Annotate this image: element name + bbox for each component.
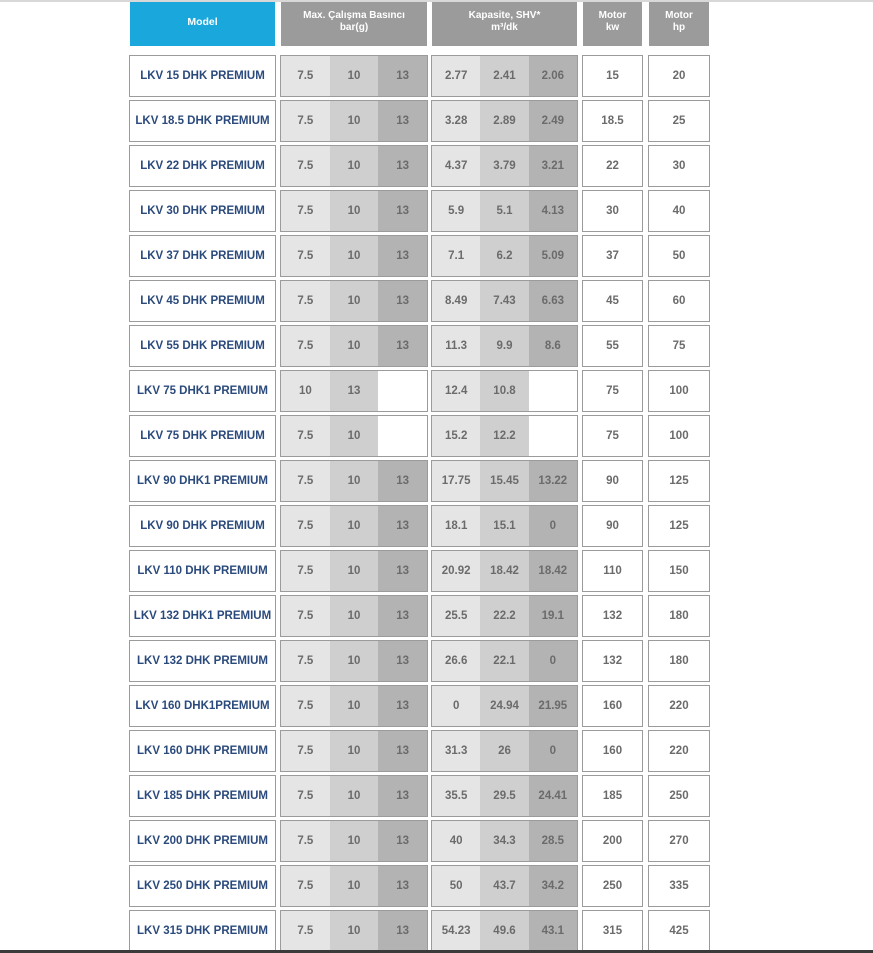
pressure-cell: 7.5 (281, 776, 330, 816)
table-row (0, 685, 873, 727)
capacity-cell: 18.42 (529, 551, 577, 591)
motor-kw-cell: 45 (582, 280, 643, 322)
pressure-group (280, 460, 428, 502)
capacity-cell: 5.09 (529, 236, 577, 276)
pressure-cell: 13 (378, 326, 427, 366)
motor-hp-cell: 50 (648, 235, 710, 277)
model-name-cell: LKV 90 DHK1 PREMIUM (129, 460, 276, 502)
pressure-group (280, 820, 428, 862)
table-row (0, 325, 873, 367)
capacity-group (431, 820, 578, 862)
capacity-cell: 2.89 (480, 101, 528, 141)
pressure-cell: 7.5 (281, 236, 330, 276)
capacity-cell: 7.1 (432, 236, 480, 276)
motor-hp-cell: 150 (648, 550, 710, 592)
capacity-cell: 22.1 (480, 641, 528, 681)
capacity-cell: 20.92 (432, 551, 480, 591)
capacity-group (431, 190, 578, 232)
pressure-cell: 10 (330, 146, 379, 186)
pressure-cell: 10 (330, 596, 379, 636)
capacity-cell: 8.49 (432, 281, 480, 321)
capacity-cell: 25.5 (432, 596, 480, 636)
motor-hp-cell: 100 (648, 370, 710, 412)
capacity-group (431, 280, 578, 322)
capacity-cell: 54.23 (432, 911, 480, 951)
pressure-cell: 7.5 (281, 281, 330, 321)
table-row (0, 190, 873, 232)
motor-kw-cell: 132 (582, 640, 643, 682)
model-name-cell: LKV 37 DHK PREMIUM (129, 235, 276, 277)
motor-hp-cell: 425 (648, 910, 710, 952)
capacity-cell: 34.2 (529, 866, 577, 906)
pressure-cell: 13 (378, 101, 427, 141)
motor-kw-cell: 75 (582, 415, 643, 457)
pressure-cell: 10 (330, 866, 379, 906)
pressure-cell: 10 (330, 506, 379, 546)
header-capacity-line2: m³/dk (491, 22, 518, 33)
pressure-group (280, 55, 428, 97)
capacity-cell (529, 416, 577, 456)
pressure-cell: 7.5 (281, 506, 330, 546)
motor-hp-cell: 100 (648, 415, 710, 457)
pressure-cell: 13 (378, 461, 427, 501)
pressure-cell: 13 (378, 281, 427, 321)
capacity-group (431, 100, 578, 142)
pressure-cell: 13 (378, 236, 427, 276)
capacity-group (431, 865, 578, 907)
capacity-cell: 3.28 (432, 101, 480, 141)
pressure-group (280, 145, 428, 187)
pressure-cell: 7.5 (281, 641, 330, 681)
motor-hp-cell: 220 (648, 685, 710, 727)
capacity-cell: 4.13 (529, 191, 577, 231)
capacity-cell: 26.6 (432, 641, 480, 681)
header-hp-line1: Motor (665, 10, 693, 21)
capacity-cell: 11.3 (432, 326, 480, 366)
pressure-group (280, 775, 428, 817)
pressure-group (280, 550, 428, 592)
pressure-cell: 10 (330, 821, 379, 861)
motor-kw-cell: 185 (582, 775, 643, 817)
pressure-cell: 10 (330, 56, 379, 96)
capacity-cell: 26 (480, 731, 528, 771)
header-model-label: Model (187, 16, 218, 28)
pressure-group (280, 415, 428, 457)
capacity-cell: 15.45 (480, 461, 528, 501)
pressure-cell: 10 (330, 416, 379, 456)
model-name-cell: LKV 200 DHK PREMIUM (129, 820, 276, 862)
motor-kw-cell: 15 (582, 55, 643, 97)
capacity-cell: 7.43 (480, 281, 528, 321)
capacity-cell: 3.21 (529, 146, 577, 186)
capacity-group (431, 910, 578, 952)
capacity-group (431, 460, 578, 502)
capacity-cell: 2.49 (529, 101, 577, 141)
motor-hp-cell: 125 (648, 460, 710, 502)
motor-hp-cell: 25 (648, 100, 710, 142)
model-name-cell: LKV 75 DHK1 PREMIUM (129, 370, 276, 412)
pressure-cell: 7.5 (281, 416, 330, 456)
motor-kw-cell: 22 (582, 145, 643, 187)
pressure-cell: 13 (378, 641, 427, 681)
capacity-cell (529, 371, 577, 411)
capacity-cell: 9.9 (480, 326, 528, 366)
capacity-group (431, 415, 578, 457)
motor-kw-cell: 18.5 (582, 100, 643, 142)
motor-kw-cell: 90 (582, 460, 643, 502)
header-capacity-line1: Kapasite, SHV* (468, 10, 541, 21)
table-row (0, 640, 873, 682)
pressure-group (280, 325, 428, 367)
capacity-cell: 49.6 (480, 911, 528, 951)
header-model (130, 2, 275, 46)
pressure-group (280, 100, 428, 142)
pressure-cell: 7.5 (281, 731, 330, 771)
pressure-cell: 13 (378, 731, 427, 771)
pressure-cell: 10 (330, 281, 379, 321)
pressure-cell: 13 (378, 911, 427, 951)
model-name-cell: LKV 185 DHK PREMIUM (129, 775, 276, 817)
pressure-cell: 13 (378, 506, 427, 546)
header-kw-line2: kw (605, 22, 620, 33)
pressure-cell: 10 (330, 551, 379, 591)
motor-kw-cell: 75 (582, 370, 643, 412)
motor-kw-cell: 132 (582, 595, 643, 637)
table-row (0, 370, 873, 412)
pressure-cell: 13 (378, 776, 427, 816)
capacity-cell: 21.95 (529, 686, 577, 726)
capacity-cell: 0 (529, 731, 577, 771)
pressure-cell: 10 (330, 731, 379, 771)
model-name-cell: LKV 250 DHK PREMIUM (129, 865, 276, 907)
header-motor-hp (649, 2, 709, 46)
capacity-cell: 22.2 (480, 596, 528, 636)
pressure-cell: 7.5 (281, 551, 330, 591)
pressure-group (280, 190, 428, 232)
capacity-cell: 5.9 (432, 191, 480, 231)
header-pressure (281, 2, 427, 46)
capacity-cell: 15.2 (432, 416, 480, 456)
model-name-cell: LKV 160 DHK1PREMIUM (129, 685, 276, 727)
pressure-group (280, 730, 428, 772)
model-name-cell: LKV 75 DHK PREMIUM (129, 415, 276, 457)
capacity-cell: 24.41 (529, 776, 577, 816)
model-name-cell: LKV 110 DHK PREMIUM (129, 550, 276, 592)
model-name-cell: LKV 18.5 DHK PREMIUM (129, 100, 276, 142)
capacity-cell: 0 (529, 506, 577, 546)
pressure-cell: 13 (378, 191, 427, 231)
capacity-cell: 15.1 (480, 506, 528, 546)
header-capacity (432, 2, 577, 46)
capacity-cell: 29.5 (480, 776, 528, 816)
motor-hp-cell: 40 (648, 190, 710, 232)
capacity-cell: 18.1 (432, 506, 480, 546)
capacity-cell: 18.42 (480, 551, 528, 591)
capacity-group (431, 145, 578, 187)
capacity-cell: 43.7 (480, 866, 528, 906)
pressure-cell: 13 (330, 371, 379, 411)
header-kw-line1: Motor (598, 10, 627, 21)
table-row (0, 550, 873, 592)
capacity-cell: 2.77 (432, 56, 480, 96)
capacity-cell: 4.37 (432, 146, 480, 186)
capacity-cell: 12.2 (480, 416, 528, 456)
pressure-cell: 10 (330, 461, 379, 501)
pressure-cell: 13 (378, 821, 427, 861)
motor-kw-cell: 30 (582, 190, 643, 232)
capacity-cell: 50 (432, 866, 480, 906)
header-hp-line2: hp (672, 22, 686, 33)
pressure-group (280, 685, 428, 727)
pressure-cell: 13 (378, 551, 427, 591)
pressure-cell: 7.5 (281, 326, 330, 366)
pressure-cell: 7.5 (281, 461, 330, 501)
pressure-cell: 10 (330, 191, 379, 231)
motor-hp-cell: 75 (648, 325, 710, 367)
pressure-group (280, 865, 428, 907)
pressure-group (280, 235, 428, 277)
motor-kw-cell: 37 (582, 235, 643, 277)
pressure-cell: 13 (378, 56, 427, 96)
pressure-cell: 10 (330, 236, 379, 276)
motor-kw-cell: 200 (582, 820, 643, 862)
pressure-cell: 10 (330, 776, 379, 816)
capacity-cell: 8.6 (529, 326, 577, 366)
motor-kw-cell: 90 (582, 505, 643, 547)
model-name-cell: LKV 22 DHK PREMIUM (129, 145, 276, 187)
model-name-cell: LKV 55 DHK PREMIUM (129, 325, 276, 367)
capacity-group (431, 505, 578, 547)
capacity-cell: 31.3 (432, 731, 480, 771)
pressure-cell: 7.5 (281, 191, 330, 231)
motor-hp-cell: 250 (648, 775, 710, 817)
capacity-cell: 0 (432, 686, 480, 726)
motor-hp-cell: 180 (648, 595, 710, 637)
capacity-group (431, 775, 578, 817)
pressure-group (280, 595, 428, 637)
capacity-group (431, 325, 578, 367)
capacity-group (431, 685, 578, 727)
table-row (0, 100, 873, 142)
motor-hp-cell: 30 (648, 145, 710, 187)
table-row (0, 910, 873, 952)
pressure-cell: 7.5 (281, 911, 330, 951)
table-row (0, 820, 873, 862)
pressure-cell: 10 (281, 371, 330, 411)
model-name-cell: LKV 30 DHK PREMIUM (129, 190, 276, 232)
motor-hp-cell: 220 (648, 730, 710, 772)
capacity-group (431, 55, 578, 97)
capacity-group (431, 235, 578, 277)
capacity-cell: 0 (529, 641, 577, 681)
model-name-cell: LKV 132 DHK1 PREMIUM (129, 595, 276, 637)
pressure-cell: 7.5 (281, 146, 330, 186)
pressure-cell: 13 (378, 596, 427, 636)
motor-kw-cell: 55 (582, 325, 643, 367)
capacity-group (431, 595, 578, 637)
pressure-group (280, 640, 428, 682)
motor-hp-cell: 125 (648, 505, 710, 547)
capacity-group (431, 550, 578, 592)
capacity-cell: 10.8 (480, 371, 528, 411)
pressure-cell: 7.5 (281, 596, 330, 636)
motor-hp-cell: 270 (648, 820, 710, 862)
header-pressure-line2: bar(g) (339, 22, 369, 33)
pressure-cell: 13 (378, 686, 427, 726)
table-row (0, 505, 873, 547)
model-name-cell: LKV 15 DHK PREMIUM (129, 55, 276, 97)
motor-hp-cell: 335 (648, 865, 710, 907)
pressure-group (280, 280, 428, 322)
table-row (0, 775, 873, 817)
pressure-cell: 10 (330, 101, 379, 141)
table-row (0, 280, 873, 322)
table-row (0, 460, 873, 502)
capacity-cell: 43.1 (529, 911, 577, 951)
capacity-cell: 19.1 (529, 596, 577, 636)
motor-kw-cell: 160 (582, 685, 643, 727)
table-row (0, 865, 873, 907)
motor-hp-cell: 60 (648, 280, 710, 322)
pressure-cell (378, 371, 427, 411)
model-name-cell: LKV 90 DHK PREMIUM (129, 505, 276, 547)
motor-hp-cell: 20 (648, 55, 710, 97)
table-row (0, 730, 873, 772)
capacity-cell: 6.2 (480, 236, 528, 276)
pressure-cell: 10 (330, 326, 379, 366)
capacity-cell: 5.1 (480, 191, 528, 231)
pressure-cell: 7.5 (281, 56, 330, 96)
pressure-cell: 7.5 (281, 686, 330, 726)
capacity-cell: 28.5 (529, 821, 577, 861)
pressure-cell (378, 416, 427, 456)
table-row (0, 595, 873, 637)
capacity-cell: 35.5 (432, 776, 480, 816)
pressure-group (280, 370, 428, 412)
capacity-group (431, 730, 578, 772)
model-name-cell: LKV 45 DHK PREMIUM (129, 280, 276, 322)
capacity-cell: 13.22 (529, 461, 577, 501)
capacity-group (431, 370, 578, 412)
motor-kw-cell: 160 (582, 730, 643, 772)
header-motor-kw (583, 2, 642, 46)
table-row (0, 415, 873, 457)
pressure-cell: 7.5 (281, 821, 330, 861)
pressure-cell: 13 (378, 866, 427, 906)
capacity-cell: 24.94 (480, 686, 528, 726)
model-name-cell: LKV 160 DHK PREMIUM (129, 730, 276, 772)
model-name-cell: LKV 315 DHK PREMIUM (129, 910, 276, 952)
capacity-cell: 6.63 (529, 281, 577, 321)
capacity-cell: 40 (432, 821, 480, 861)
capacity-cell: 2.41 (480, 56, 528, 96)
capacity-cell: 17.75 (432, 461, 480, 501)
table-row (0, 55, 873, 97)
pressure-cell: 10 (330, 686, 379, 726)
header-pressure-line1: Max. Çalışma Basıncı (303, 10, 405, 21)
motor-hp-cell: 180 (648, 640, 710, 682)
table-row (0, 145, 873, 187)
pressure-cell: 7.5 (281, 101, 330, 141)
pressure-group (280, 910, 428, 952)
model-name-cell: LKV 132 DHK PREMIUM (129, 640, 276, 682)
capacity-cell: 3.79 (480, 146, 528, 186)
pressure-cell: 13 (378, 146, 427, 186)
table-row (0, 235, 873, 277)
motor-kw-cell: 315 (582, 910, 643, 952)
pressure-cell: 10 (330, 911, 379, 951)
motor-kw-cell: 250 (582, 865, 643, 907)
motor-kw-cell: 110 (582, 550, 643, 592)
capacity-cell: 34.3 (480, 821, 528, 861)
capacity-group (431, 640, 578, 682)
capacity-cell: 12.4 (432, 371, 480, 411)
pressure-cell: 7.5 (281, 866, 330, 906)
capacity-cell: 2.06 (529, 56, 577, 96)
pressure-group (280, 505, 428, 547)
pressure-cell: 10 (330, 641, 379, 681)
